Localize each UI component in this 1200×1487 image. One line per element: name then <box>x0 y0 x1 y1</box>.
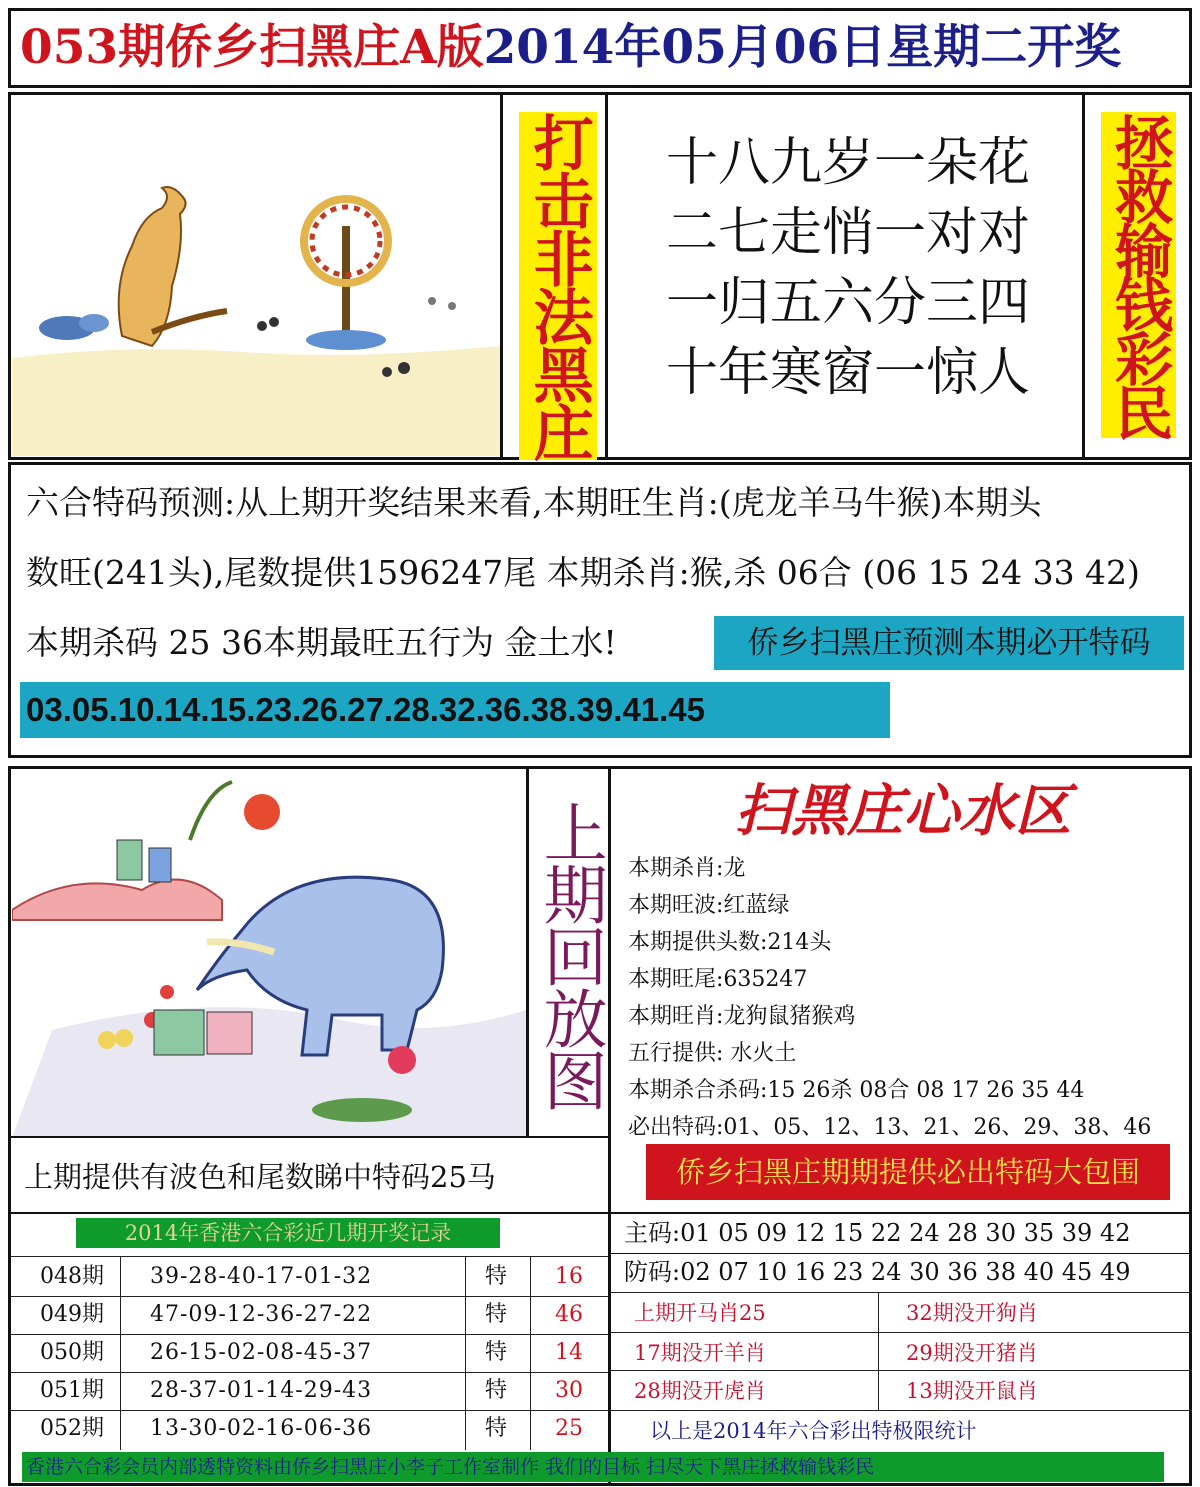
issue-cell: 052期 <box>40 1416 104 1441</box>
elephant-illustration <box>12 770 526 1138</box>
must-open-banner: 侨乡扫黑庄期期提供必出特码大包围 <box>646 1144 1170 1200</box>
must-open-label: 侨乡扫黑庄预测本期必开特码 <box>714 616 1184 670</box>
prediction-line: 六合特码预测:从上期开奖结果来看,本期旺生肖:(虎龙羊马牛猴)本期头 <box>26 483 1042 522</box>
table-row <box>10 1410 608 1448</box>
special-cell: 46 <box>555 1302 583 1327</box>
stats-note: 以上是2014年六合彩出特极限统计 <box>650 1419 977 1443</box>
prediction-line: 数旺(241头),尾数提供1596247尾 本期杀肖:猴,杀 06合 (06 15 24 33 42) <box>26 553 1140 592</box>
replay-label: 上期回放图 <box>532 800 607 1110</box>
title-issue: 053期侨乡扫黑庄A版 <box>20 20 484 75</box>
te-cell: 特 <box>485 1416 508 1441</box>
numbers-cell: 13-30-02-16-06-36 <box>150 1416 373 1441</box>
heart-line: 本期旺尾:635247 <box>628 967 808 992</box>
heart-line: 必出特码:01、05、12、13、21、26、29、38、46 <box>628 1115 1152 1140</box>
divider-2 <box>605 92 608 460</box>
special-cell: 16 <box>555 1264 583 1289</box>
footer-banner: 香港六合彩会员内部透特资料由侨乡扫黑庄小李子工作室制作 我们的目标 扫尽天下黑庄拯救输钱彩民 <box>22 1452 1164 1482</box>
banner-left: 打击非法黑庄 <box>519 112 597 460</box>
poem-line: 十年寒窗一惊人 <box>665 343 1030 403</box>
poem <box>618 128 1078 408</box>
main-codes: 主码:01 05 09 12 15 22 24 28 30 35 39 42 <box>624 1219 1131 1247</box>
te-cell: 特 <box>485 1340 508 1365</box>
heart-line: 本期旺波:红蓝绿 <box>628 893 790 918</box>
te-cell: 特 <box>485 1302 508 1327</box>
banner-right: 拯救输钱彩民 <box>1101 112 1176 438</box>
stat-cell: 上期开马肖25 <box>634 1301 766 1325</box>
te-cell: 特 <box>485 1264 508 1289</box>
issue-cell: 051期 <box>40 1378 104 1403</box>
issue-cell: 048期 <box>40 1264 104 1289</box>
stat-cell: 13期没开鼠肖 <box>906 1379 1038 1403</box>
must-open-numbers: 03.05.10.14.15.23.26.27.28.32.36.38.39.41.45 <box>20 682 890 738</box>
numbers-cell: 26-15-02-08-45-37 <box>150 1340 373 1365</box>
page-title <box>20 12 1121 84</box>
heart-list <box>628 850 1188 1146</box>
stat-cell: 17期没开羊肖 <box>634 1341 766 1365</box>
kangaroo-illustration <box>12 96 500 456</box>
heart-line: 本期杀合杀码:15 26杀 08合 08 17 26 35 44 <box>628 1078 1085 1103</box>
divider-3 <box>1082 92 1085 460</box>
table-row <box>10 1258 608 1296</box>
poem-line: 二七走悄一对对 <box>665 203 1030 263</box>
guard-codes: 防码:02 07 10 16 23 24 30 36 38 40 45 49 <box>624 1258 1131 1286</box>
last-hit-text: 上期提供有波色和尾数睇中特码25马 <box>24 1160 496 1194</box>
stat-cell: 32期没开狗肖 <box>906 1301 1038 1325</box>
heart-line: 本期旺肖:龙狗鼠猪猴鸡 <box>628 1004 856 1029</box>
divider-6 <box>8 1136 611 1138</box>
stat-cell: 29期没开猪肖 <box>906 1341 1038 1365</box>
prediction-line: 本期杀码 25 36本期最旺五行为 金土水! <box>26 623 617 662</box>
record-title: 2014年香港六合彩近几期开奖记录 <box>76 1218 500 1248</box>
poem-line: 十八九岁一朵花 <box>665 133 1030 193</box>
poem-line: 一归五六分三四 <box>665 273 1030 333</box>
special-cell: 14 <box>555 1340 583 1365</box>
numbers-cell: 47-09-12-36-27-22 <box>150 1302 373 1327</box>
issue-cell: 049期 <box>40 1302 104 1327</box>
records-table <box>10 1256 608 1452</box>
table-row <box>10 1296 608 1334</box>
heart-line: 本期提供头数:214头 <box>628 930 832 955</box>
heart-line: 五行提供: 水火土 <box>628 1041 797 1066</box>
special-cell: 25 <box>555 1416 583 1441</box>
title-date: 2014年05月06日星期二开奖 <box>483 20 1122 75</box>
numbers-cell: 39-28-40-17-01-32 <box>150 1264 373 1289</box>
numbers-cell: 28-37-01-14-29-43 <box>150 1378 373 1403</box>
heart-title: 扫黑庄心水区 <box>735 778 1071 844</box>
divider-1 <box>500 92 503 460</box>
issue-cell: 050期 <box>40 1340 104 1365</box>
table-row <box>10 1372 608 1410</box>
te-cell: 特 <box>485 1378 508 1403</box>
stats-table <box>610 1292 1192 1452</box>
heart-line: 本期杀肖:龙 <box>628 856 746 881</box>
stat-cell: 28期没开虎肖 <box>634 1379 766 1403</box>
divider-4 <box>526 766 529 1138</box>
special-cell: 30 <box>555 1378 583 1403</box>
table-row <box>10 1334 608 1372</box>
